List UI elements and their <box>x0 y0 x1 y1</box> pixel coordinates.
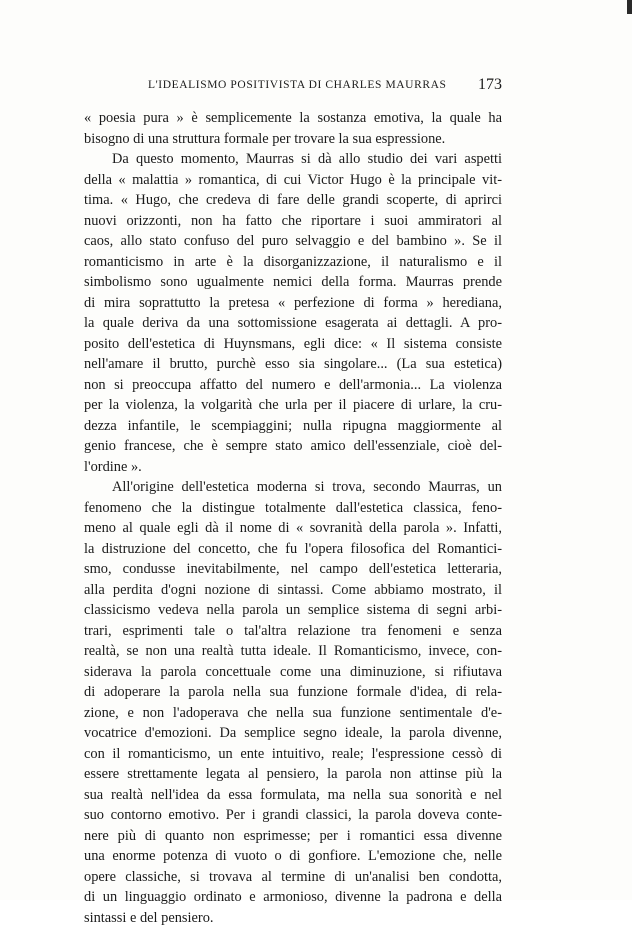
text-line: nuovi orizzonti, non ha fatto che riportare i suoi ammiratori al <box>84 211 502 232</box>
paragraph <box>84 149 502 477</box>
text-line: opere classiche, si trovava al termine di un'analisi ben condotta, <box>84 867 502 888</box>
text-line: la quale deriva da una sottomissione esagerata ai dettagli. A pro- <box>84 313 502 334</box>
text-line: tima. « Hugo, che credeva di fare delle grandi scoperte, di aprirci <box>84 190 502 211</box>
running-head-title: L'IDEALISMO POSITIVISTA DI CHARLES MAURRAS <box>148 79 447 91</box>
text-line: caos, allo stato confuso del puro selvaggio e del bambino ». Se il <box>84 231 502 252</box>
text-line: essere strettamente legata al pensiero, la parola non attinse più la <box>84 764 502 785</box>
text-line: dezza infantile, le scempiaggini; nulla ripugna maggiormente al <box>84 416 502 437</box>
text-line: alla perdita d'ogni nozione di sintassi. Come abbiamo mostrato, il <box>84 580 502 601</box>
text-line: posito dell'estetica di Huynsmans, egli dice: « Il sistema consiste <box>84 334 502 355</box>
text-line: fenomeno che la distingue totalmente dall'estetica classica, feno- <box>84 498 502 519</box>
text-line: suo contorno emotivo. Per i grandi classici, la parola doveva conte- <box>84 805 502 826</box>
text-line: trari, esprimenti tale o tal'altra relazione tra fenomeni e senza <box>84 621 502 642</box>
text-line: di adoperare la parola nella sua funzione formale d'idea, di rela- <box>84 682 502 703</box>
text-line: della « malattia » romantica, di cui Victor Hugo è la principale vit- <box>84 170 502 191</box>
text-line: siderava la parola concettuale come una diminuzione, si rifiutava <box>84 662 502 683</box>
text-line: non si preoccupa affatto del numero e dell'armonia... La violenza <box>84 375 502 396</box>
text-line: « poesia pura » è semplicemente la sostanza emotiva, la quale ha <box>84 108 502 129</box>
text-line: nell'amare il brutto, purchè esso sia singolare... (La sua estetica) <box>84 354 502 375</box>
paragraph <box>84 108 502 149</box>
text-line: Da questo momento, Maurras si dà allo studio dei vari aspetti <box>84 149 502 170</box>
page-number: 173 <box>478 76 502 94</box>
text-line: romanticismo in arte è la disorganizzazione, il naturalismo e il <box>84 252 502 273</box>
text-line: l'ordine ». <box>84 457 502 478</box>
body-text <box>84 108 502 928</box>
text-line: una enorme potenza di vuoto o di gonfiore. L'emozione che, nelle <box>84 846 502 867</box>
text-line: con il romanticismo, un ente intuitivo, reale; l'espressione cessò di <box>84 744 502 765</box>
text-line: bisogno di una struttura formale per trovare la sua espressione. <box>84 129 502 150</box>
text-line: zione, e non l'adoperava che nella sua funzione sentimentale d'e- <box>84 703 502 724</box>
text-line: di un linguaggio ordinato e armonioso, divenne la padrona e della <box>84 887 502 908</box>
text-line: nere più di quanto non esprimesse; per i romantici essa divenne <box>84 826 502 847</box>
text-line: simbolismo sono ugualmente nemici della forma. Maurras prende <box>84 272 502 293</box>
paragraph <box>84 477 502 928</box>
text-line: vocatrice d'emozioni. Da semplice segno ideale, la parola divenne, <box>84 723 502 744</box>
text-line: smo, condusse inevitabilmente, nel campo dell'estetica letteraria, <box>84 559 502 580</box>
text-line: sua realtà nell'idea da essa formulata, ma nella sua sonorità e nel <box>84 785 502 806</box>
text-line: All'origine dell'estetica moderna si trova, secondo Maurras, un <box>84 477 502 498</box>
text-line: sintassi e del pensiero. <box>84 908 502 928</box>
text-line: classicismo vedeva nella parola un semplice sistema di segni arbi- <box>84 600 502 621</box>
text-line: meno al quale egli dà il nome di « sovranità della parola ». Infatti, <box>84 518 502 539</box>
text-line: realtà, se non una realtà tutta ideale. Il Romanticismo, invece, con- <box>84 641 502 662</box>
text-line: genio francese, che è sempre stato amico dell'essenziale, cioè del- <box>84 436 502 457</box>
text-line: per la violenza, la volgarità che urla per il piacere di urlare, la cru- <box>84 395 502 416</box>
page-edge-mark <box>627 0 632 14</box>
running-head <box>84 76 502 96</box>
text-line: di mira soprattutto la pretesa « perfezione di forma » herediana, <box>84 293 502 314</box>
text-line: la distruzione del concetto, che fu l'opera filosofica del Romantici- <box>84 539 502 560</box>
